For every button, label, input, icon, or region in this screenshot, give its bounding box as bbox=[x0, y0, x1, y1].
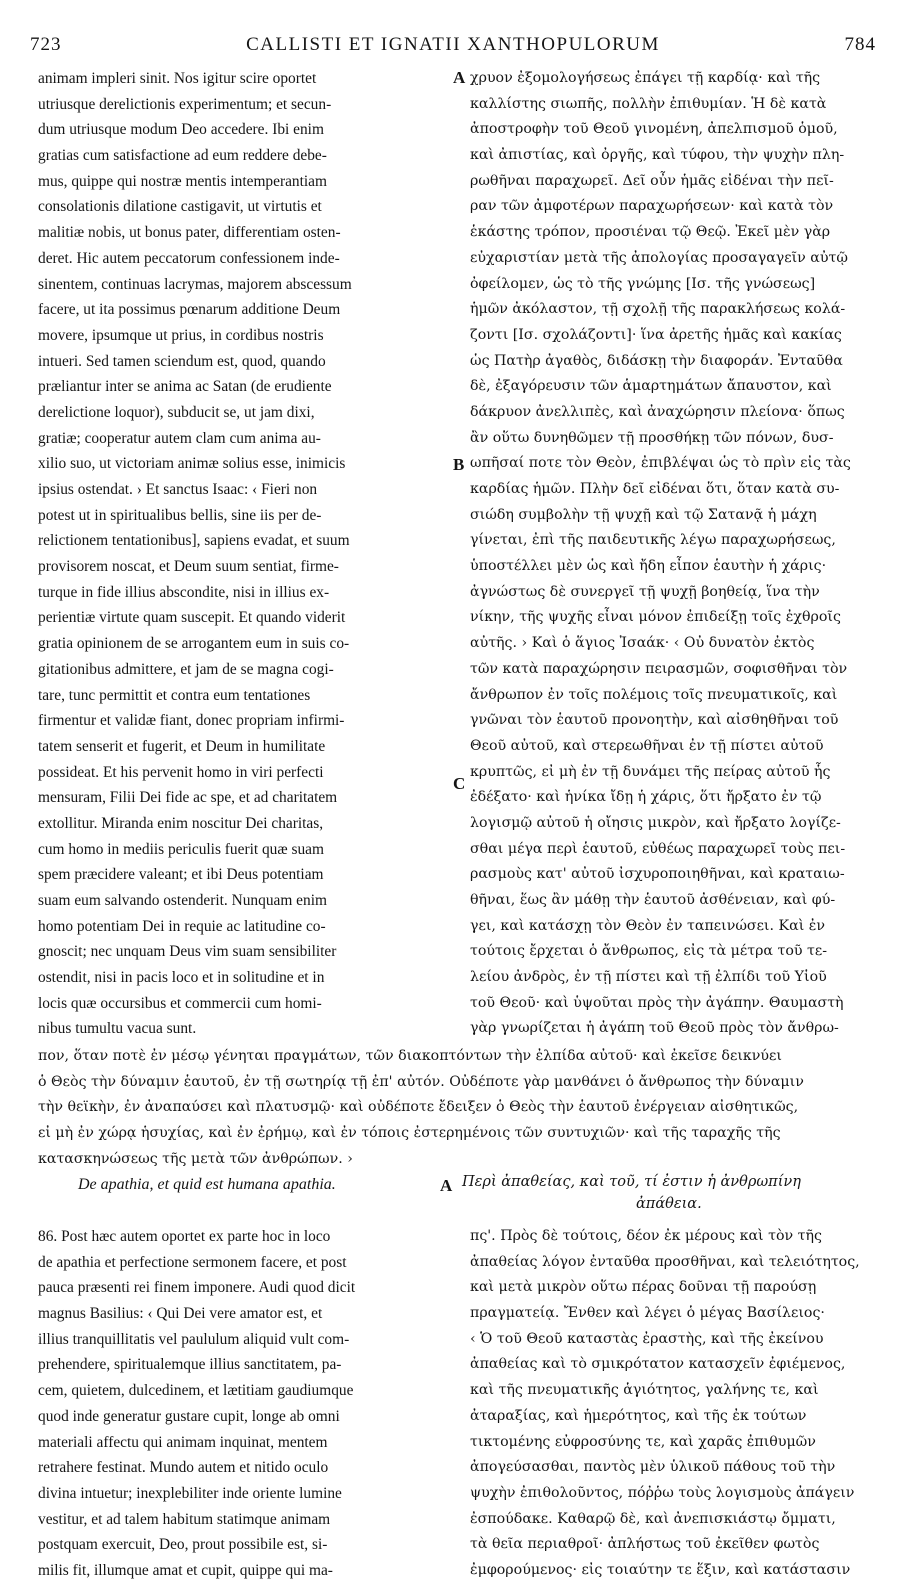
page-header bbox=[30, 34, 876, 62]
latin-text-line: relictionem tentationibus], sapiens evadat, et suum bbox=[38, 532, 350, 550]
greek-text-line: εὐχαριστίαν μετὰ τῆς ἀπολογίας προσαγαγεῖν αὐτῷ bbox=[470, 249, 848, 266]
latin-text-line: materiali affectu qui animam inquinat, mentem bbox=[38, 1433, 328, 1451]
greek-text-line: ἀπαθείας καὶ τὸ σμικρότατον κατασχεῖν ἐφιέμενος, bbox=[470, 1356, 846, 1373]
greek-text-line: ἑκάστης τρόπον, προσιέναι τῷ Θεῷ. Ἐκεῖ μὲν γὰρ bbox=[470, 224, 831, 241]
latin-text-line: deret. Hic autem peccatorum confessionem inde- bbox=[38, 249, 340, 267]
greek-text-line: καὶ ἀπιστίας, καὶ ὀργῆς, καὶ τύφου, τὴν ψυχὴν πλη- bbox=[470, 147, 845, 164]
greek-wide-paragraph bbox=[38, 1044, 878, 1172]
greek-text-line: ἡμῶν ἀκόλαστον, τῇ σχολῇ τῆς παρακλήσεως κολά- bbox=[470, 301, 846, 318]
latin-text-line: animam impleri sinit. Nos igitur scire oportet bbox=[38, 70, 317, 87]
latin-column-top bbox=[38, 66, 454, 1042]
greek-text-line: τούτοις ἔρχεται ὁ ἄνθρωπος, εἰς τὰ μέτρα τοῦ τε- bbox=[470, 943, 828, 960]
greek-text-line: ἐσπούδακε. Καθαρῷ δὲ, καὶ ἀνεπισκιάστῳ ὄμματι, bbox=[470, 1510, 836, 1527]
latin-text-line: homo potentiam Dei in requie ac latitudine co- bbox=[38, 917, 326, 935]
latin-text-line: suam eum salvando ostenderit. Nunquam enim bbox=[38, 892, 327, 909]
greek-section-title-line2: ἀπάθεια. bbox=[636, 1196, 702, 1212]
latin-text-line: mus, quippe qui nostræ mentis intemperantiam bbox=[38, 172, 327, 190]
latin-text-line: consolationis dilatione castigavit, ut virtutis et bbox=[38, 198, 322, 216]
greek-text-line: Θεοῦ αὐτοῦ, καὶ στερεωθῆναι ἐν τῇ πίστει αὐτοῦ bbox=[470, 737, 824, 754]
greek-text-line: ρωθῆναι παραχωρεῖ. Δεῖ οὖν ἡμᾶς εἰδέναι τὴν πεῖ- bbox=[470, 172, 834, 189]
greek-text-line: θῆναι, ἕως ἂν μάθῃ τὴν ἑαυτοῦ ἀσθένειαν, καὶ φύ- bbox=[470, 892, 836, 908]
margin-letter-a2: A bbox=[440, 1176, 453, 1195]
latin-text-line: perientiæ virtute quam suscepit. Et quando viderit bbox=[38, 609, 346, 627]
greek-text-line: δὲ, ἐξαγόρευσιν τῶν ἁμαρτημάτων ἄπαυστον, καὶ bbox=[470, 378, 832, 395]
greek-section-title-line1: Περὶ ἀπαθείας, καὶ τοῦ, τί ἐστιν ἡ ἀνθρωπίνη bbox=[462, 1174, 801, 1190]
greek-text-line: σιώδη συμβολὴν τῇ ψυχῇ καὶ τῷ Σατανᾷ ἡ μάχη bbox=[470, 506, 817, 523]
latin-text-line: gratiæ; cooperatur autem clam cum anima au- bbox=[38, 429, 321, 447]
latin-text-line: turque in fide illius abscondite, nisi in illius ex- bbox=[38, 583, 330, 601]
latin-column-bottom bbox=[38, 1224, 454, 1584]
greek-text-line: λογισμῷ αὐτοῦ ἡ οἴησις μικρὸν, καὶ ἤρξατο λογίζε- bbox=[470, 814, 841, 831]
latin-text-line: retrahere festinat. Mundo autem et nitido oculo bbox=[38, 1459, 329, 1477]
latin-text-line: tatem senserit et fugerit, et Deum in humilitate bbox=[38, 737, 326, 755]
latin-text-line: magnus Basilius: ‹ Qui Dei vere amator est, et bbox=[38, 1305, 323, 1323]
latin-text-line: possideat. Et his pervenit homo in viri perfecti bbox=[38, 763, 324, 781]
latin-text-line: spem præcidere valeant; et ibi Deus potentiam bbox=[38, 866, 324, 884]
latin-text-line: nibus tumultu vacua sunt. bbox=[38, 1020, 197, 1038]
greek-text-line: ἄνθρωπον ἐν τοῖς πολέμοις τοῖς πνευματικοῖς, καὶ bbox=[470, 686, 838, 703]
greek-text-line: τῶν κατὰ παραχώρησιν πειρασμῶν, σοφισθῆναι τὸν bbox=[470, 660, 848, 677]
latin-text-line: quod inde generatur gustare cupit, longe ab omni bbox=[38, 1407, 340, 1425]
greek-text-line: δάκρυον ἀνελλιπὲς, καὶ ἀναχώρησιν πλείονα· ὅπως bbox=[470, 403, 845, 420]
greek-text-line: καρδίας ἡμῶν. Πλὴν δεῖ εἰδέναι ὅτι, ὅταν κατὰ συ- bbox=[470, 481, 840, 497]
left-page-number: 723 bbox=[30, 34, 62, 55]
latin-text-line: ostendit, nisi in pacis loco et in solitudine et in bbox=[38, 969, 325, 987]
greek-text-line: καὶ τῆς πνευματικῆς ἁγιότητος, γαλήνης τε, καὶ bbox=[470, 1382, 819, 1399]
greek-text-line: γίνεται, ἐπὶ τῆς παιδευτικῆς λέγω παραχωρήσεως, bbox=[470, 532, 836, 549]
greek-column-bottom bbox=[470, 1224, 878, 1584]
greek-text-line: ἀγνώστως δὲ συνεργεῖ τῇ ψυχῇ βοηθείᾳ, ἵνα τὴν bbox=[470, 583, 820, 600]
greek-text-line: σθαι μέγα περὶ ἑαυτοῦ, εὐθέως παραχωρεῖ τοὺς πει- bbox=[470, 840, 846, 857]
greek-text-line: πον, ὅταν ποτὲ ἐν μέσῳ γένηται πραγμάτων, τῶν διακοπτόντων τὴν ἐλπίδα αὐτοῦ· καὶ ἐκεῖσε δεικνύει bbox=[38, 1048, 782, 1064]
greek-text-line: νίκην, τῆς ψυχῆς εἶναι μόνον ἐπιδείξῃ τοῖς ἐχθροῖς bbox=[470, 609, 841, 626]
latin-text-line: extollitur. Miranda enim noscitur Dei charitas, bbox=[38, 814, 324, 832]
greek-text-line: γὰρ γνωρίζεται ἡ ἀγάπη τοῦ Θεοῦ πρὸς τὸν ἄνθρω- bbox=[470, 1020, 839, 1037]
latin-text-line: potest ut in spiritualibus bellis, sine iis per de- bbox=[38, 506, 322, 524]
latin-text-line: dum utriusque modum Deo accedere. Ibi enim bbox=[38, 121, 324, 139]
greek-text-line: ἀταραξίας, καὶ ἡμερότητος, καὶ τῆς ἐκ τούτων bbox=[470, 1407, 807, 1424]
greek-text-line: πραγματείᾳ. Ἔνθεν καὶ λέγει ὁ μέγας Βασίλειος· bbox=[470, 1305, 825, 1322]
latin-text-line: prehendere, spiritualemque illius sanctitatem, pa- bbox=[38, 1356, 342, 1374]
greek-text-line: λείου ἀνδρὸς, ἐν τῇ πίστει καὶ τῇ ἐλπίδι τοῦ Υἱοῦ bbox=[470, 969, 827, 986]
greek-text-line: κατασκηνώσεως τῆς μετὰ τῶν ἀνθρώπων. › bbox=[38, 1150, 353, 1167]
greek-text-line: ‹ Ὁ τοῦ Θεοῦ καταστὰς ἐραστὴς, καὶ τῆς ἐκείνου bbox=[470, 1330, 824, 1347]
greek-column-top bbox=[470, 66, 878, 1042]
greek-text-line: κρυπτῶς, εἰ μὴ ἐν τῇ δυνάμει τῆς πείρας αὐτοῦ ἧς bbox=[470, 763, 831, 780]
latin-text-line: tare, tunc permittit et contra eum tentationes bbox=[38, 686, 311, 704]
greek-text-line: ἐδέξατο· καὶ ἡνίκα ἴδῃ ἡ χάρις, ὅτι ἤρξατο ἐν τῷ bbox=[470, 789, 822, 806]
greek-text-line: ἂν οὕτω δυνηθῶμεν τῇ προσθήκῃ τῶν πόνων, δυσ- bbox=[470, 429, 834, 446]
latin-text-line: pauca præsenti rei finem imponere. Audi quod dicit bbox=[38, 1279, 356, 1297]
margin-letter-a: A bbox=[453, 68, 466, 87]
latin-text-line: firmentur et validæ fiant, donec propriam infirmi- bbox=[38, 712, 345, 730]
greek-text-line: ἐμφορούμενος· εἰς τοιαύτην τε ἕξιν, καὶ κατάστασιν bbox=[470, 1561, 851, 1578]
greek-text-line: καλλίστης σιωπῆς, πολλὴν ἐπιθυμίαν. Ἡ δὲ κατὰ bbox=[470, 95, 827, 112]
latin-text-line: sinentem, continuas lacrymas, majorem abscessum bbox=[38, 275, 352, 293]
latin-text-line: gratia opinionem de se arrogantem eum in suis co- bbox=[38, 635, 350, 653]
latin-text-line: ipsius ostendat. › Et sanctus Isaac: ‹ Fieri non bbox=[38, 481, 318, 498]
latin-section-title: De apathia, et quid est humana apathia. bbox=[78, 1176, 336, 1193]
greek-text-line: ὑποστέλλει μὲν ὡς καὶ ἤδη εἶπον ἑαυτὴν ἡ χάρις· bbox=[470, 558, 827, 575]
greek-text-line: ἀπογεύσασθαι, παντὸς μὲν ὑλικοῦ πάθους τοῦ τὴν bbox=[470, 1459, 836, 1476]
greek-text-line: ὡς Πατὴρ ἀγαθὸς, διδάσκῃ τὴν διαφοράν. Ἐνταῦθα bbox=[470, 352, 843, 369]
greek-text-line: τοῦ Θεοῦ· καὶ ὑψοῦται πρὸς τὴν ἀγάπην. Θαυμαστὴ bbox=[470, 994, 844, 1011]
latin-text-line: cem, quietem, dulcedinem, et lætitiam gaudiumque bbox=[38, 1382, 354, 1400]
greek-text-line: γνῶναι τὸν ἑαυτοῦ προνοητὴν, καὶ αἰσθηθῆναι τοῦ bbox=[470, 712, 839, 729]
right-page-number: 784 bbox=[844, 34, 876, 55]
latin-text-line: xilio suo, ut victoriam animæ solius esse, inimicis bbox=[38, 455, 346, 473]
greek-text-line: τικτομένης εὐφροσύνης τε, καὶ χαρᾶς ἐπιθυμῶν bbox=[470, 1433, 816, 1450]
greek-text-line: χρυον ἐξομολογήσεως ἐπάγει τῇ καρδίᾳ· καὶ τῆς bbox=[470, 70, 821, 86]
latin-text-line: de apathia et perfectione sermonem facere, et post bbox=[38, 1253, 347, 1271]
greek-text-line: ρασμοὺς κατ' αὐτοῦ ἰσχυροποιηθῆναι, καὶ κραταιω- bbox=[470, 866, 845, 883]
greek-text-line: πς'. Πρὸς δὲ τούτοις, δέον ἐκ μέρους καὶ τὸν τῆς bbox=[470, 1228, 822, 1244]
latin-text-line: malitiæ nobis, ut bonus pater, differentiam osten- bbox=[38, 224, 341, 242]
greek-text-line: γει, καὶ κατάσχῃ τὸν Θεὸν ἐν ταπεινώσει. Καὶ ἐν bbox=[470, 917, 825, 934]
greek-text-line: εἰ μὴ ἐν χώρᾳ ἡσυχίας, καὶ ἐν ἐρήμῳ, καὶ ἐν τόποις ἐστερημένοις τῶν συντυχιῶν· καὶ τῆς ταραχῆς τῆς bbox=[38, 1125, 781, 1142]
greek-text-line: ἀποστροφὴν τοῦ Θεοῦ γινομένη, ἀπελπισμοῦ ὁμοῦ, bbox=[470, 121, 838, 138]
latin-text-line: utriusque derelictionis experimentum; et secun- bbox=[38, 95, 332, 113]
latin-text-line: gitationibus admittere, et jam de se magna cogi- bbox=[38, 660, 334, 678]
latin-text-line: milis fit, illumque amat et cupit, quippe qui ma- bbox=[38, 1561, 333, 1579]
latin-text-line: præliantur inter se anima ac Satan (de erudiente bbox=[38, 378, 332, 396]
latin-text-line: movere, ipsumque ut prius, in cordibus nostris bbox=[38, 326, 324, 344]
latin-text-line: locis quæ occursibus et commercii cum homi- bbox=[38, 994, 322, 1012]
greek-text-line: ὁ Θεὸς τὴν δύναμιν ἑαυτοῦ, ἐν τῇ σωτηρίᾳ τῇ ἐπ' αὐτόν. Οὐδέποτε γὰρ μανθάνει ὁ ἄνθρωπος τὴν δύναμιν bbox=[38, 1073, 804, 1090]
latin-text-line: facere, ut ita possimus pœnarum additione Deum bbox=[38, 301, 341, 319]
latin-text-line: illius tranquillitatis vel paululum aliquid vult com- bbox=[38, 1330, 350, 1348]
latin-text-line: provisorem noscat, et Deum suum sentiat, firme- bbox=[38, 558, 339, 576]
greek-text-line: ὀφείλομεν, ὡς τὸ τῆς γνώμης [Ισ. τῆς γνώσεως] bbox=[470, 275, 816, 292]
latin-text-line: divina intuetur; inexplebiliter inde oriente lumine bbox=[38, 1484, 342, 1502]
greek-text-line: τὰ θεῖα περιαθροῖ· ἀπλήστως τοῦ ἐκεῖθεν φωτὸς bbox=[470, 1536, 820, 1553]
margin-letter-b: B bbox=[453, 455, 465, 474]
greek-text-line: αὐτῆς. › Καὶ ὁ ἅγιος Ἰσαάκ· ‹ Οὐ δυνατὸν ἐκτὸς bbox=[470, 635, 815, 652]
greek-text-line: τὴν θεϊκὴν, ἐν ἀναπαύσει καὶ πλατυσμῷ· καὶ οὐδέποτε ἔδειξεν ὁ Θεὸς τὴν ἑαυτοῦ ἐνέργειαν αἰσθητικῶς, bbox=[38, 1099, 799, 1116]
latin-text-line: cum homo in mediis periculis fuerit quæ suam bbox=[38, 840, 324, 858]
greek-text-line: ωπῆσαί ποτε τὸν Θεὸν, ἐπιβλέψαι ὡς τὸ πρὶν εἰς τὰς bbox=[470, 455, 851, 472]
latin-text-line: mensuram, Filii Dei fide ac spe, et ad charitatem bbox=[38, 789, 338, 807]
latin-text-line: intueri. Sed tamen sciendum est, quod, quando bbox=[38, 352, 326, 370]
greek-text-line: καὶ μετὰ μικρὸν οὕτω πέρας δοῦναι τῇ παρούσῃ bbox=[470, 1279, 817, 1296]
latin-text-line: 86. Post hæc autem oportet ex parte hoc in loco bbox=[38, 1228, 331, 1245]
greek-text-line: ψυχὴν ἐπιθολοῦντος, πόῤῥω τοὺς λογισμοὺς ἀπάγειν bbox=[470, 1484, 855, 1501]
greek-text-line: ἀπαθείας λόγον ἐνταῦθα προσθῆναι, καὶ τελειότητος, bbox=[470, 1253, 860, 1270]
running-title: CALLISTI ET IGNATII XANTHOPULORUM bbox=[246, 34, 660, 55]
margin-letter-c: C bbox=[453, 774, 466, 793]
greek-text-line: ζοντι [Ισ. σχολάζοντι]· ἵνα ἀρετῆς ἡμᾶς καὶ κακίας bbox=[470, 326, 842, 343]
latin-text-line: gratias cum satisfactione ad eum reddere debe- bbox=[38, 147, 327, 165]
latin-text-line: vestitur, et ad talem habitum statimque animam bbox=[38, 1510, 331, 1528]
greek-text-line: ραν τῶν ἀμφοτέρων παραχωρήσεων· καὶ κατὰ τὸν bbox=[470, 198, 834, 215]
latin-text-line: derelictione loquor), subducit se, ut jam dixi, bbox=[38, 403, 315, 421]
latin-text-line: postquam exercuit, Deo, prout possibile est, si- bbox=[38, 1536, 328, 1554]
latin-text-line: gnoscit; nec unquam Deus vim suam sensibiliter bbox=[38, 943, 337, 961]
